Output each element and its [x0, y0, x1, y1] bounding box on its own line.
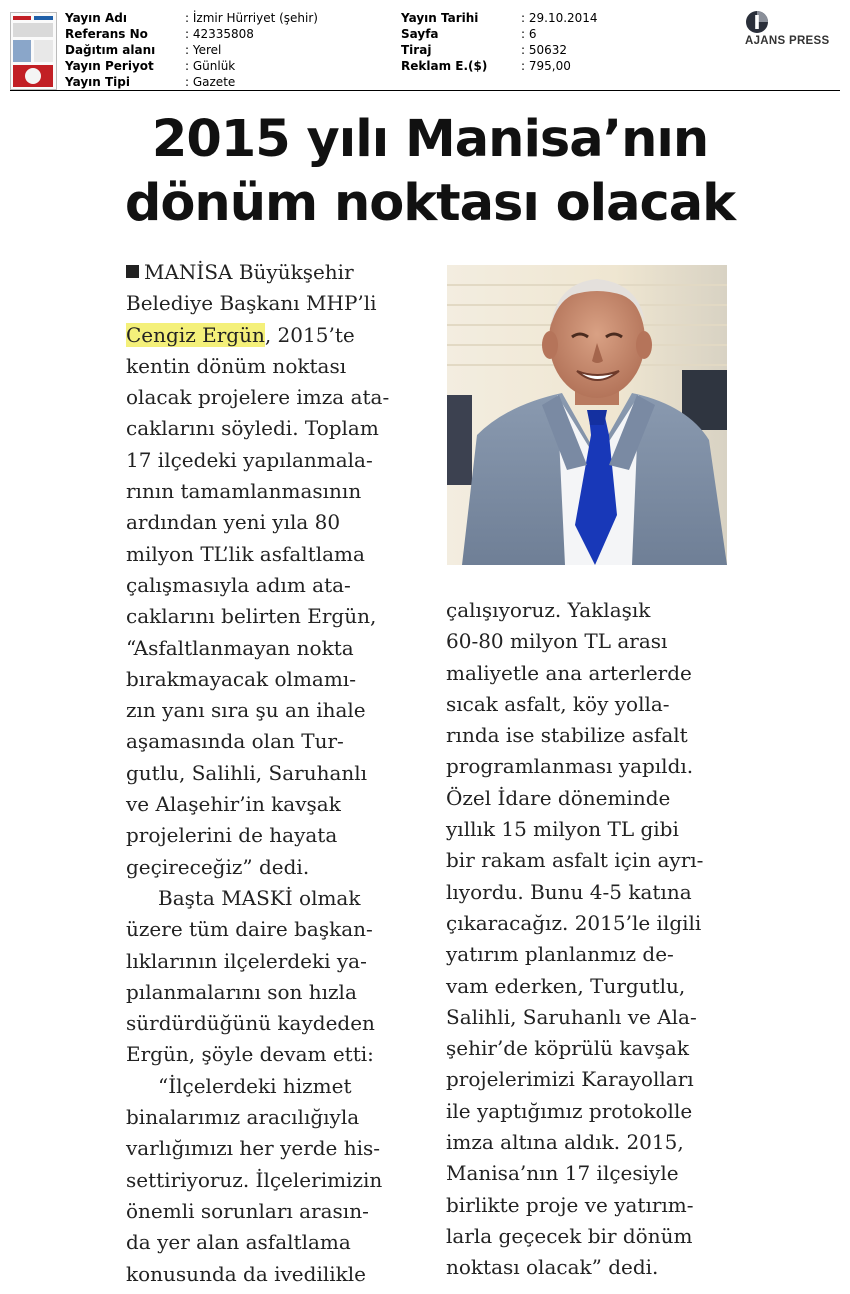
ajans-press-logo-icon — [745, 10, 769, 34]
text-line: Manisa’nın 17 ilçesiyle — [446, 1161, 679, 1186]
text-line: geçireceğiz” dedi. — [126, 854, 310, 879]
text-line: pılanmalarını son hızla — [126, 979, 357, 1004]
text-line: olacak projelere imza ata- — [126, 385, 390, 410]
text-line: Ergün, şöyle devam etti: — [126, 1042, 374, 1067]
text-line: noktası olacak” dedi. — [446, 1255, 659, 1280]
text-line: sıcak asfalt, köy yolla- — [446, 691, 670, 716]
meta-value: : 29.10.2014 — [521, 11, 598, 25]
meta-row — [65, 26, 318, 42]
text-line: ile yaptığımız protokolle — [446, 1098, 693, 1123]
meta-row — [401, 42, 598, 58]
meta-value: : 42335808 — [185, 27, 254, 41]
text-line: “Asfaltlanmayan nokta — [126, 635, 354, 660]
text-line: 60-80 milyon TL arası — [446, 629, 668, 654]
text-line: rında ise stabilize asfalt — [446, 723, 688, 748]
text-line: caklarını belirten Ergün, — [126, 604, 377, 629]
text-line: konusunda da ivedilikle — [126, 1261, 366, 1286]
meta-left-column — [65, 10, 318, 90]
meta-label: Yayın Tipi — [65, 75, 130, 89]
text-line: yatırım planlanmız de- — [446, 942, 674, 967]
text-line: settiriyoruz. İlçelerimizin — [126, 1167, 383, 1192]
meta-row — [65, 74, 318, 90]
text-line: önemli sorunları arasın- — [126, 1198, 369, 1223]
meta-label: Tiraj — [401, 43, 432, 57]
meta-value: : 795,00 — [521, 59, 571, 73]
text-line: birlikte proje ve yatırım- — [446, 1192, 694, 1217]
headline-line: dönüm noktası olacak — [124, 174, 736, 233]
text-line: projelerimizi Karayolları — [446, 1067, 694, 1092]
text-line: larla geçecek bir dönüm — [446, 1223, 693, 1248]
meta-value: : 50632 — [521, 43, 568, 57]
text-line: çıkaracağız. 2015’le ilgili — [446, 910, 702, 935]
text-line: vam ederken, Turgutlu, — [446, 973, 686, 998]
meta-value: : İzmir Hürriyet (şehir) — [185, 11, 318, 25]
text-line: maliyetle ana arterlerde — [446, 660, 692, 685]
logo-text: AJANS PRESS — [745, 35, 830, 47]
meta-row — [65, 58, 318, 74]
meta-right-column — [401, 10, 598, 74]
text-line: kentin dönüm noktası — [126, 353, 347, 378]
meta-value: : 6 — [521, 27, 537, 41]
text-line: üzere tüm daire başkan- — [126, 917, 373, 942]
text-line — [126, 257, 426, 288]
square-bullet-icon — [126, 265, 139, 278]
meta-value: : Günlük — [185, 59, 236, 73]
article-headline — [120, 108, 740, 236]
text-line: lıyordu. Bunu 4-5 katına — [446, 879, 692, 904]
meta-label: Referans No — [65, 27, 148, 41]
text-line: programlanması yapıldı. — [446, 754, 694, 779]
text-line: bırakmayacak olmamı- — [126, 666, 356, 691]
ajans-press-logo — [745, 10, 840, 50]
text-line: Salihli, Saruhanlı ve Ala- — [446, 1004, 697, 1029]
meta-row — [401, 58, 598, 74]
lead-text: MANİSA Büyükşehir — [144, 260, 354, 284]
text-line: ardından yeni yıla 80 — [126, 510, 341, 535]
meta-label: Reklam E.($) — [401, 59, 488, 73]
meta-label: Yayın Tarihi — [401, 11, 479, 25]
text-line: sürdürdüğünü kaydeden — [126, 1011, 375, 1036]
meta-row — [65, 42, 318, 58]
text-line: ve Alaşehir’in kavşak — [126, 792, 341, 817]
text-line: gutlu, Salihli, Saruhanlı — [126, 760, 368, 785]
text-line: da yer alan asfaltlama — [126, 1230, 351, 1255]
text-line: 17 ilçedeki yapılanmala- — [126, 447, 373, 472]
portrait-illustration — [447, 265, 727, 565]
meta-label: Dağıtım alanı — [65, 43, 156, 57]
text-line: çalışmasıyla adım ata- — [126, 572, 351, 597]
text-line: Belediye Başkanı MHP’li — [126, 291, 377, 316]
text-line: varlığımızı her yerde his- — [126, 1136, 381, 1161]
meta-label: Sayfa — [401, 27, 439, 41]
text-line: binalarımız aracılığıyla — [126, 1105, 360, 1130]
header-divider — [10, 90, 840, 91]
text-line: yıllık 15 milyon TL gibi — [446, 817, 679, 842]
text-line: aşamasında olan Tur- — [126, 729, 344, 754]
headline-line: 2015 yılı Manisa’nın — [151, 110, 709, 169]
text-line: milyon TL’lik asfaltlama — [126, 541, 365, 566]
text-line: caklarını söyledi. Toplam — [126, 416, 379, 441]
meta-row — [65, 10, 318, 26]
meta-value: : Yerel — [185, 43, 222, 57]
highlighted-name: Cengiz Ergün — [126, 322, 265, 347]
text-line: lıklarının ilçelerdeki ya- — [126, 948, 367, 973]
article-column-left — [126, 257, 426, 1290]
text-line: rının tamamlanmasının — [126, 479, 362, 504]
meta-row — [401, 26, 598, 42]
portrait-photo — [447, 265, 727, 565]
text-line: zın yanı sıra şu an ihale — [126, 698, 366, 723]
text-line: projelerini de hayata — [126, 823, 338, 848]
text-line: Başta MASKİ olmak — [158, 885, 361, 910]
text-fragment: , 2015’te — [264, 322, 355, 347]
text-line: çalışıyoruz. Yaklaşık — [446, 598, 651, 622]
newspaper-thumbnail-icon — [10, 12, 57, 90]
text-line: “İlçelerdeki hizmet — [158, 1073, 352, 1098]
text-line — [126, 320, 426, 351]
meta-label: Yayın Adı — [65, 11, 127, 25]
text-line: bir rakam asfalt için ayrı- — [446, 848, 704, 873]
meta-row — [401, 10, 598, 26]
text-line: Özel İdare döneminde — [446, 785, 671, 810]
meta-value: : Gazete — [185, 75, 236, 89]
article-column-right — [446, 595, 746, 1284]
clipping-header — [0, 0, 850, 92]
meta-label: Yayın Periyot — [65, 59, 154, 73]
text-line: imza altına aldık. 2015, — [446, 1130, 684, 1155]
text-line: şehir’de köprülü kavşak — [446, 1036, 689, 1061]
